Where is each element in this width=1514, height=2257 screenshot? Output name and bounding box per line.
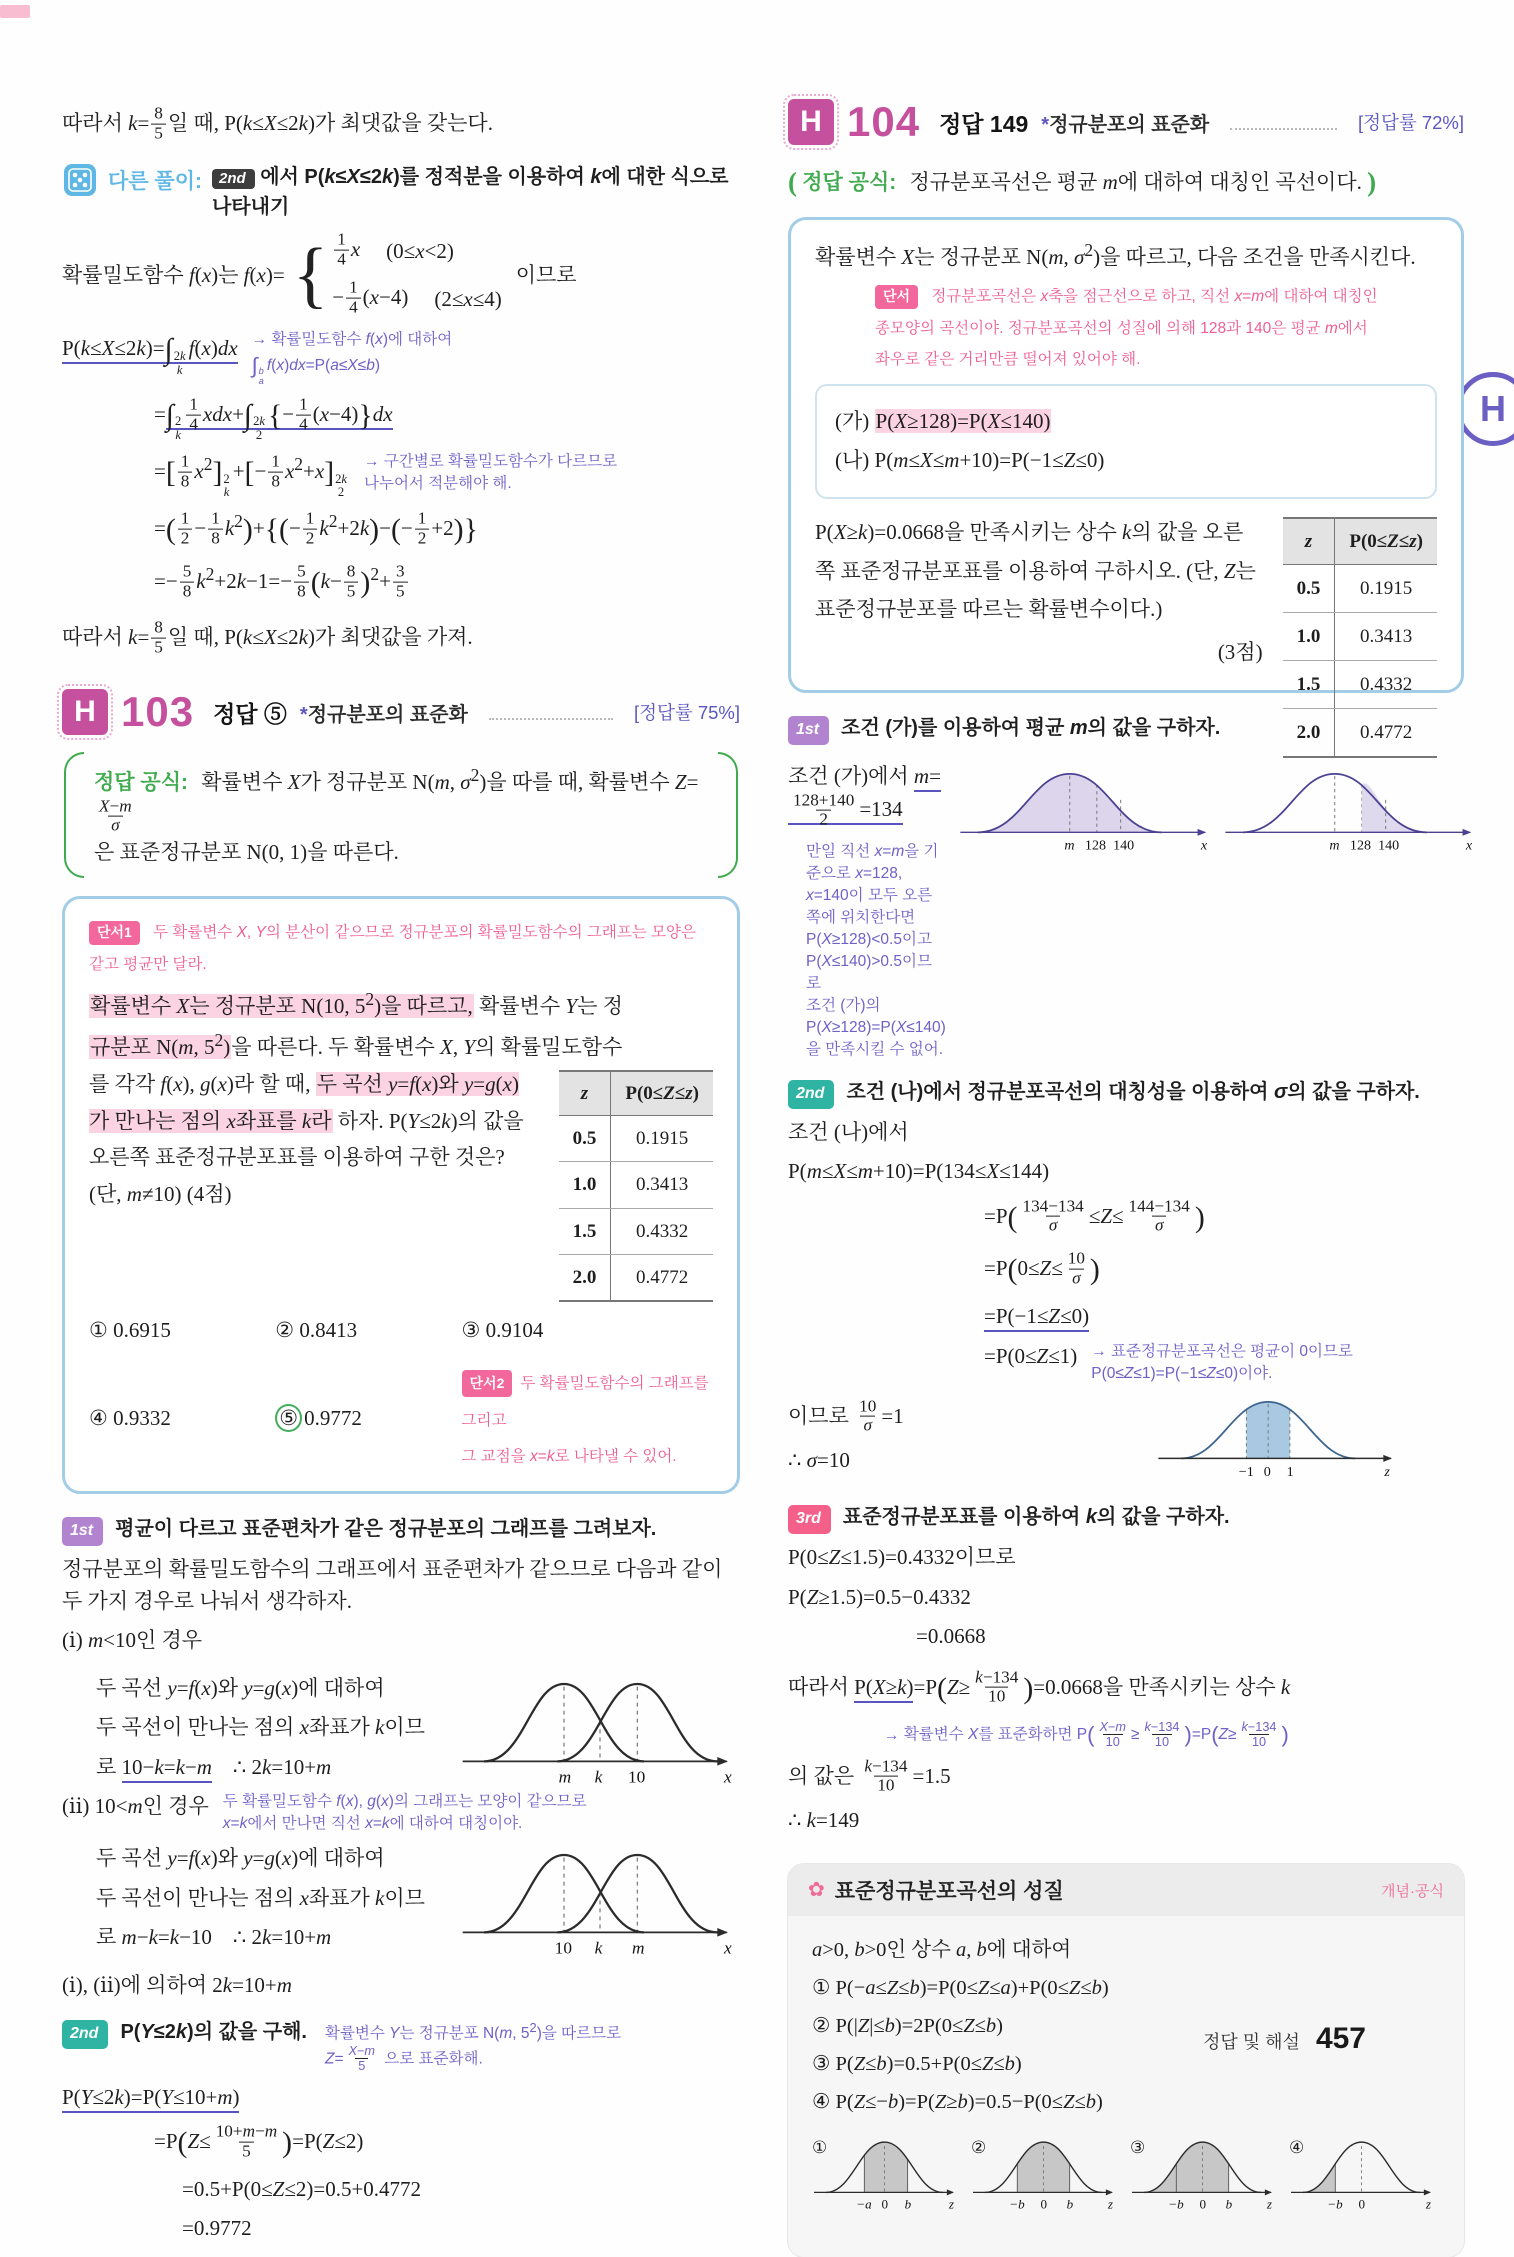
graph-number: ①: [812, 2138, 828, 2158]
axis-label-x: x: [723, 1768, 732, 1788]
h102-conclusion-2: 따라서 k= $\frac{8}{5}$ 일 때, P(k≤X≤2k)가 최댓값을 가져.: [62, 617, 473, 657]
r2-line4: =P(−1≤Z≤0): [984, 1301, 1464, 1333]
r3-line3: =0.0668: [916, 1624, 986, 1649]
concept-title: 표준정규분포곡선의 성질: [834, 1880, 1064, 1904]
r-step2-header: [788, 1077, 1464, 1109]
step1-badge: 1st: [62, 1517, 103, 1546]
alt-solution-header: [62, 162, 740, 222]
table-row: 1.5 0.4332: [1283, 661, 1437, 709]
graph-number: ②: [971, 2138, 987, 2158]
page-footer: [1203, 2022, 1366, 2056]
axis-label: z: [1266, 2196, 1272, 2212]
problem-text-1: 확률변수 X는 정규분포 N(m, $\sigma^2$)을 따르고, 다음 조건을 만족시킨다.: [815, 239, 1416, 269]
h102-conclusion-1: 따라서 k= $\frac{8}{5}$ 일 때, P(k≤X≤2k)가 최댓값을 갖는다.: [62, 103, 493, 143]
r2-line7: ∴ σ=10: [788, 1447, 850, 1472]
tick-140: 140: [1112, 837, 1135, 854]
condition-na: (나) P(m≤X≤m+10)=P(−1≤Z≤0): [835, 448, 1105, 473]
tick-m: m: [1064, 837, 1075, 854]
case-i-line3: 로 10−k=k−m ∴ 2k=10+m: [96, 1752, 425, 1784]
hint1-text: 두 확률변수 X, Y의 분산이 같으므로 정규분포의 확률밀도함수의 그래프는 모양은 같고 평균만 달라.: [89, 924, 697, 973]
cases-conclusion: (ⅰ), (ⅱ)에 의하여 2k=10+m: [62, 1972, 292, 1997]
r3-annotation: → 확률변수 X를 표준화하면 P( $\frac{X-m}{10}$ ≥ $\frac{k-134}{10}$ )=P(Z≥ $\frac{k-134}{10}$ ): [884, 1719, 1289, 1749]
footer-label: 정답 및 해설: [1202, 2032, 1300, 2052]
case-i-line2: 두 곡선이 만나는 점의 x좌표가 k이므: [96, 1715, 425, 1740]
r3-line6: ∴ k=149: [788, 1807, 860, 1832]
concept-box-header: [788, 1864, 1464, 1916]
r2-line5-row: [984, 1341, 1464, 1385]
r-step3-header: [788, 1502, 1464, 1534]
chapter-tab-letter: H: [1480, 388, 1506, 429]
dice-icon: [62, 162, 98, 208]
points-label: (3점): [1217, 640, 1263, 665]
annotation-density: → 확률밀도함수 f(x)에 대하여 ∫ b a f(x)dx=P(a≤X≤b): [251, 330, 453, 386]
p-col-header: P(0≤Z≤z): [611, 1071, 713, 1116]
step2-badge: 2nd: [62, 2020, 108, 2049]
concept-box-body: [788, 1916, 1464, 2256]
problem-h104-header: [788, 98, 1464, 146]
tick-0: 0: [1263, 1463, 1271, 1480]
piecewise-cases: [332, 229, 502, 318]
standardize-annotation: 확률변수 Y는 정규분포 N(m, $5^2$)을 따르므로 Z= $\frac{X-m}{5}$ 으로 표준화해.: [324, 2019, 622, 2073]
hint-text: 정규분포곡선은 x축을 점근선으로 하고, 직선 x=m에 대하여 대칭인 종모양의 곡선이야. 정규분포곡선의 성질에 의해 128과 140은 평균 m에서 좌우로 같은 거리만큼 떨어져 있어야 해.: [875, 288, 1378, 369]
annotation-split-integral: → 구간별로 확률밀도함수가 다르므로 나누어서 적분해야 해.: [364, 453, 618, 493]
r2-tail-text: [788, 1391, 904, 1485]
graph-normal-1: [956, 763, 1216, 858]
case-ii-line1: 두 곡선 y=f(x)와 y=g(x)에 대하여: [96, 1846, 385, 1871]
case-i-text: [96, 1665, 425, 1792]
problem-text-1: 확률변수 X는 정규분포 N(10, $5^2$)을 따르고, 확률변수 Y는 정 규분포 N(m, $5^2$)을 따른다. 두 확률변수 X, Y의 확률밀도함수: [90, 989, 623, 1060]
answer-label: 정답 149: [939, 110, 1029, 137]
table-row: 0.5 0.1915: [559, 1116, 713, 1162]
conditions-box: [815, 384, 1437, 499]
z-col-header: z: [1283, 518, 1335, 565]
derivation-line-2: =∫ 2 k $\frac{1}{4}$ xdx+∫ 2k 2 {− $\frac{1}{4}$ (x−4)}dx: [154, 394, 393, 443]
answer-formula-box: [64, 752, 738, 878]
tick-10: 10: [554, 1938, 572, 1958]
correct-rate: [정답률 72%]: [1357, 112, 1464, 133]
problem-text-2: 를 각각 f(x), g(x)라 할 때, 두 곡선 y=f(x)와 y=g(x)가 만나는 점의 x좌표를 k라 하자. P(Y≤2k)의 값을 오른쪽 표준정규분포표를 이용하여 구한 것은? (단, m≠10) (4점): [89, 1071, 524, 1207]
concept-line4: ④ P(Z≤−b)=P(Z≥b)=0.5−P(0≤Z≤b): [812, 2091, 1103, 2114]
tick: 0: [881, 2196, 889, 2212]
formula: =[ $\frac{1}{8}$ $x^2$] 2 k +[− $\frac{1}{8}$ $x^2+x$] 2k 2: [154, 451, 348, 500]
case-i-row: [62, 1665, 740, 1792]
r-step3-title: 표준정규분포표를 이용하여 k의 값을 구하자.: [842, 1506, 1230, 1529]
tick-10: 10: [627, 1768, 646, 1788]
axis-label-x: x: [1465, 837, 1473, 854]
step1-header: [62, 1514, 740, 1546]
graph-number: ③: [1130, 2138, 1146, 2158]
page-number: 457: [1315, 2022, 1366, 2055]
axis-label-x: x: [723, 1938, 732, 1958]
formula-text: 확률변수 X가 정규분포 N(m, $\sigma^2$)을 따를 때, 확률변수 Z= $\frac{X-m}{\sigma}$ 은 표준정규분포 N(0, 1)을 따른다.: [94, 765, 699, 864]
tick: b: [904, 2196, 912, 2212]
r-step3-badge: 3rd: [788, 1505, 831, 1534]
table-row: 1.0 0.3413: [559, 1162, 713, 1208]
problem-text-2: P(X≥k)=0.0668을 만족시키는 상수 k의 값을 오른쪽 표준정규분포표를 이용하여 구하시오. (단, Z는 표준정규분포를 따르는 확률변수이다.): [815, 519, 1256, 622]
tick: −b: [1327, 2196, 1343, 2212]
problem-text-wrap: [89, 1066, 713, 1473]
pdf-intro: 확률밀도함수 f(x)는 f(x)=: [62, 262, 285, 287]
hint2-row: [462, 1363, 713, 1473]
z-table: [559, 1070, 713, 1302]
r2-tail-row: [788, 1391, 1464, 1487]
h-letter-badge: H: [62, 689, 108, 735]
s2-line1: P(Y≤2k)=P(Y≤10+m): [62, 2082, 740, 2114]
axis-label: z: [1107, 2196, 1113, 2212]
r-step2-badge: 2nd: [788, 1080, 834, 1109]
hint2-badge: 단서2: [462, 1370, 513, 1398]
step2-header: [62, 2017, 740, 2073]
hint1-row: [89, 915, 713, 978]
h-letter-badge: H: [788, 99, 834, 145]
concept-line3: ③ P(Z≤b)=0.5+P(0≤Z≤b): [812, 2053, 1022, 2076]
concept-box: [788, 1864, 1464, 2256]
concept-graph-1: [812, 2134, 963, 2237]
symmetry-annotation: 두 확률밀도함수 f(x), g(x)의 그래프는 모양이 같으므로 x=k에서 만나면 직선 x=k에 대하여 대칭이야.: [222, 1793, 587, 1833]
r2-annotation: → 표준정규분포곡선은 평균이 0이므로 P(0≤Z≤1)=P(−1≤Z≤0)이야.: [1091, 1342, 1353, 1382]
table-row: 2.0 0.4772: [559, 1254, 713, 1301]
case1-condition: (0≤x<2): [386, 238, 454, 263]
tick: −a: [856, 2196, 872, 2212]
answer-formula-line: [788, 162, 1464, 203]
r3-line4: 따라서 P(X≥k)=P(Z≥ $\frac{k-134}{10}$ )=0.0668을 만족시키는 상수 k: [788, 1667, 1291, 1706]
r2-line5: =P(0≤Z≤1): [984, 1343, 1078, 1368]
r-step1-graphs: [956, 753, 1481, 868]
right-column: [788, 98, 1473, 2257]
r3-line2: P(Z≥1.5)=0.5−0.4332: [788, 1584, 971, 1609]
green-bracket-right: [718, 752, 738, 878]
formula: P(k≤X≤2k)=∫ 2k k f(x)dx: [62, 333, 238, 377]
tick: b: [1225, 2196, 1233, 2212]
r2-line2: =P( $\frac{134-134}{\sigma}$ ≤Z≤ $\frac{144-134}{\sigma}$ ): [984, 1196, 1205, 1235]
mean-formula: 조건 (가)에서 m= $\frac{128+140}{2}$ =134: [788, 764, 941, 829]
r2-line6: 이므로 $\frac{10}{\sigma}$ =1: [788, 1396, 904, 1435]
tick: 0: [1199, 2196, 1207, 2212]
r-step1-badge: 1st: [788, 716, 829, 745]
tick: b: [1066, 2196, 1074, 2212]
r-step1-text: [788, 753, 946, 1061]
choice-3: ③ 0.9104: [461, 1318, 544, 1343]
tick: 0: [1358, 2196, 1366, 2212]
dotted-leader: [489, 705, 613, 720]
concept-line1: ① P(−a≤Z≤b)=P(0≤Z≤a)+P(0≤Z≤b): [812, 1977, 1109, 2000]
table-row: 1.0 0.3413: [1283, 612, 1437, 660]
tick: 0: [1040, 2196, 1048, 2212]
derivation-line-3: [154, 451, 740, 500]
case-ii-line3: 로 m−k=k−10 ∴ 2k=10+m: [96, 1925, 332, 1950]
graph-standard-normal: [1154, 1391, 1404, 1487]
choice-1: ① 0.6915: [89, 1318, 171, 1343]
alt-solution-label: 다른 풀이:: [108, 170, 202, 194]
graph-normal-2: [1221, 763, 1481, 858]
tick: −b: [1009, 2196, 1025, 2212]
problem-h103-header: [62, 688, 740, 736]
tick-k: k: [594, 1768, 603, 1788]
r-step1-body: [788, 753, 1473, 1061]
case-ii-title-row: [62, 1791, 740, 1835]
left-column: [62, 98, 740, 2253]
piecewise-case-1: [332, 229, 502, 270]
tick-128: 128: [1349, 837, 1372, 854]
case2-condition: (2≤x≤4): [434, 286, 502, 311]
tick-k: k: [594, 1938, 603, 1958]
z-table: [1283, 517, 1437, 759]
alt-solution-text: 에서 P(k≤X≤2k)를 정적분을 이용하여 k에 대한 식으로 나타내기: [211, 166, 729, 219]
p-col-header: P(0≤Z≤z): [1335, 518, 1437, 565]
s2-line4: =0.9772: [182, 2216, 252, 2241]
pdf-suffix: 이므로: [515, 262, 577, 287]
formula-label: 정답 공식:: [94, 771, 188, 795]
axis-label: z: [1425, 2196, 1431, 2212]
s2-line2: =P(Z≤ $\frac{10+m-m}{5}$ )=P(Z≤2): [154, 2121, 364, 2161]
r3-line1: P(0≤Z≤1.5)=0.4332이므로: [788, 1545, 1016, 1570]
tick-m: m: [1329, 837, 1340, 854]
table-row: 0.5 0.1915: [1283, 564, 1437, 612]
r2-line3: =P(0≤Z≤ $\frac{10}{\sigma}$ ): [984, 1249, 1100, 1288]
graph-case-ii: [460, 1839, 740, 1962]
r-step1-title: 조건 (가)를 이용하여 평균 m의 값을 구하자.: [841, 717, 1221, 740]
case-ii-row: [62, 1835, 740, 1962]
pdf-definition: [62, 229, 740, 318]
flower-icon: ✿: [808, 1879, 825, 1902]
hint2-text: 두 확률밀도함수의 그래프를 그리고 그 교점을 x=k로 나타낼 수 있어.: [461, 1374, 709, 1466]
table-row: 2.0 0.4772: [1283, 709, 1437, 758]
case1-formula: $\frac{1}{4}$ x: [332, 232, 360, 270]
graph-case-i: [460, 1668, 740, 1791]
concept-graph-2: [971, 2134, 1122, 2237]
step1-paragraph: 정규분포의 확률밀도함수의 그래프에서 표준편차가 같으므로 다음과 같이 두 가지 경우로 나눠서 생각하자.: [62, 1557, 723, 1613]
hint-badge: 단서: [875, 285, 918, 309]
table-row: 1.5 0.4332: [559, 1208, 713, 1254]
step2-title: P(Y≤2k)의 값을 구해.: [120, 2021, 307, 2044]
concept-graph-3: [1130, 2134, 1281, 2237]
z-col-header: z: [559, 1071, 611, 1116]
tick-neg1: −1: [1238, 1463, 1254, 1480]
hint-row: [875, 279, 1437, 374]
concept-line2: ② P(|Z|≤b)=2P(0≤Z≤b): [812, 2015, 1003, 2038]
r2-line0: 조건 (나)에서: [788, 1119, 909, 1144]
correct-answer-ring: ⑤: [275, 1404, 302, 1432]
piecewise-case-2: [332, 277, 502, 318]
r-step2-title: 조건 (나)에서 정규분포곡선의 대칭성을 이용하여 σ의 값을 구하자.: [846, 1080, 1420, 1103]
mean-annotation: 만일 직선 x=m을 기준으로 x=128, x=140이 모두 오른쪽에 위치한다면 P(X≥128)<0.5이고 P(X≤140)>0.5이므로 조건 (가)의 P(X≥128)=P(X≤140)을 만족시킬 수 없어.: [806, 842, 946, 1058]
topic-title: *정규분포의 표준화: [1041, 113, 1210, 136]
answer-label: 정답 ⑤: [213, 700, 287, 727]
chapter-tab: [1456, 372, 1514, 446]
case-i-title: (ⅰ) m<10인 경우: [62, 1628, 203, 1653]
problem-number: 104: [847, 98, 921, 145]
correct-rate: [정답률 75%]: [633, 702, 740, 724]
case-i-line1: 두 곡선 y=f(x)와 y=g(x)에 대하여: [96, 1675, 385, 1700]
step-2nd-reference-badge: 2nd: [212, 169, 255, 189]
tick-m: m: [631, 1938, 645, 1958]
topic-title: *정규분포의 표준화: [299, 703, 468, 726]
tick-1: 1: [1286, 1463, 1294, 1480]
derivation-line-5: =− $\frac{5}{8}$ $k^2+2k-1=-$ $\frac{5}{8}$ (k− $\frac{8}{5}$ )$^2$+ $\frac{3}{5}$: [154, 561, 740, 606]
r3-line5: 의 값은 $\frac{k-134}{10}$ =1.5: [788, 1756, 951, 1796]
hint1-badge: 단서1: [89, 921, 140, 945]
case-ii-title: (ⅱ) 10<m인 경우: [62, 1794, 209, 1819]
green-bracket-left: [64, 752, 84, 878]
case-ii-line2: 두 곡선이 만나는 점의 x좌표가 k이므: [96, 1885, 425, 1910]
concept-tag: 개념·공식: [1381, 1882, 1444, 1900]
dotted-leader: [1230, 115, 1337, 130]
tick-128: 128: [1084, 837, 1106, 854]
derivation-line-4: =( $\frac{1}{2}$ − $\frac{1}{8}$ $k^2)+\{(-$ $\frac{1}{2}$ $k^2+2k)-(-$ $\frac{1}{2}$ +2)}: [154, 508, 478, 548]
answer-choices: [89, 1312, 713, 1473]
brace-glyph: {: [292, 234, 329, 317]
case2-formula: − $\frac{1}{4}$ (x−4): [332, 277, 409, 317]
step1-title: 평균이 다르고 표준편차가 같은 정규분포의 그래프를 그려보자.: [115, 1518, 657, 1541]
condition-ga: (가) P(X≥128)=P(X≤140): [835, 408, 1051, 433]
r2-line1: P(m≤X≤m+10)=P(134≤X≤144): [788, 1159, 1050, 1184]
choice-5-correct: ⑤ 0.9772: [275, 1400, 461, 1437]
formula-label: 정답 공식:: [802, 171, 897, 194]
derivation-line-1: [62, 329, 740, 387]
case-ii-text: [96, 1835, 425, 1962]
concept-line0: a>0, b>0인 상수 a, b에 대하여: [812, 1939, 1072, 1962]
choice-2: ② 0.8413: [275, 1318, 358, 1343]
problem-h103-box: [62, 896, 740, 1494]
tick-m: m: [558, 1768, 572, 1788]
graph-number: ④: [1289, 2138, 1305, 2158]
r-step1-header: [788, 713, 1263, 745]
green-paren-open: (: [788, 167, 797, 197]
alt-solution-title: [212, 162, 740, 222]
formula-text: 정규분포곡선은 평균 m에 대하여 대칭인 곡선이다.: [909, 170, 1362, 194]
concept-graphs: [812, 2134, 1440, 2237]
axis-label: z: [948, 2196, 954, 2212]
s2-line3: =0.5+P(0≤Z≤2)=0.5+0.4772: [182, 2176, 422, 2201]
tick-140: 140: [1378, 837, 1400, 854]
green-paren-close: ): [1367, 167, 1377, 197]
axis-label-x: x: [1200, 837, 1207, 854]
tick: −b: [1168, 2196, 1184, 2212]
problem-number: 103: [121, 688, 195, 736]
concept-graph-4: [1289, 2134, 1440, 2237]
choice-4: ④ 0.9332: [89, 1405, 171, 1430]
scan-corner-mark: [0, 5, 30, 18]
axis-label-z: z: [1384, 1463, 1390, 1480]
